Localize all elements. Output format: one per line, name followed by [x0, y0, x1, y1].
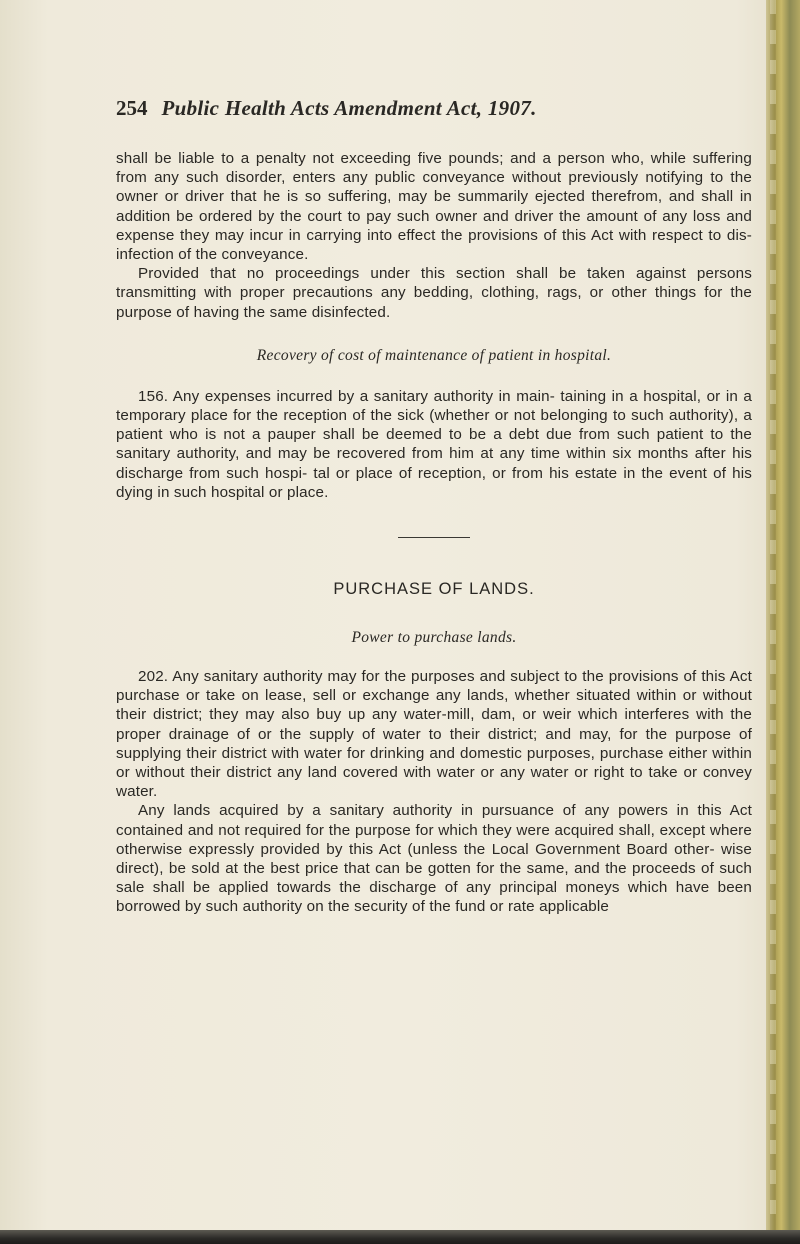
- running-head: [116, 96, 752, 121]
- page-edge-bottom: [0, 1230, 800, 1244]
- page-edge-right: [766, 0, 800, 1244]
- subheading-recovery-of-cost: Recovery of cost of maintenance of patient in hospital.: [256, 346, 612, 364]
- paragraph-proviso: Provided that no proceedings under this section shall be taken against persons transmitting with proper precautions any bedding, clothing, rags, or other things for the purpose of having the same disinfected.: [116, 265, 752, 321]
- running-head-title: Public Health Acts Amendment Act, 1907.: [161, 96, 537, 120]
- paragraph-lands-acquired: Any lands acquired by a sanitary authority in pursuance of any powers in this Act contained and not required for the purpose for which they were acquired shall, except where otherwise expressly provided by this Act (unless the Local Government Board other- wise direct), be sold at the best price that can be gotten for the same, and the proceeds of such sale shall be applied towards the discharge of any principal moneys which have been borrowed by such authority on the security of the fund or rate applicable: [116, 802, 752, 916]
- section-heading-purchase-of-lands: PURCHASE OF LANDS.: [333, 580, 535, 599]
- paragraph-section-156: 156. Any expenses incurred by a sanitary authority in main- taining in a hospital, or in a temporary place for the reception of the sick (whether or not belonging to such authority), a patient who is not a pauper shall be deemed to be a debt due from such patient to the sanitary authority, and may be recovered from him at any time within six months after his discharge from such hospi- tal or place of reception, or from his estate in the event of his dying in such hospital or place.: [116, 387, 752, 501]
- page-content: [116, 96, 752, 917]
- subheading-power-to-purchase: Power to purchase lands.: [351, 629, 517, 647]
- paragraph-section-202: 202. Any sanitary authority may for the purposes and subject to the provisions of this Act purchase or take on lease, sell or exchange any lands, whether situated within or without their district; they may also buy up any water-mill, dam, or weir which interferes with the proper drainage of or the supply of water to their district; and may, for the purpose of supplying their district with water for drinking and domestic purposes, purchase either within or without their district any land covered with water or any water or right to take or convey water.: [116, 668, 752, 801]
- page-number: 254: [116, 96, 148, 120]
- paragraph-penalty: shall be liable to a penalty not exceeding five pounds; and a person who, while suffering from any such disorder, enters any public conveyance without previously notifying to the owner or driver that he is so suffering, may be summarily ejected therefrom, and shall in addition be ordered by the court to pay such owner and driver the amount of any loss and expense they may incur in carrying into effect the provisions of this Act with respect to dis- infection of the conveyance.: [116, 150, 752, 264]
- section-divider: [398, 537, 470, 538]
